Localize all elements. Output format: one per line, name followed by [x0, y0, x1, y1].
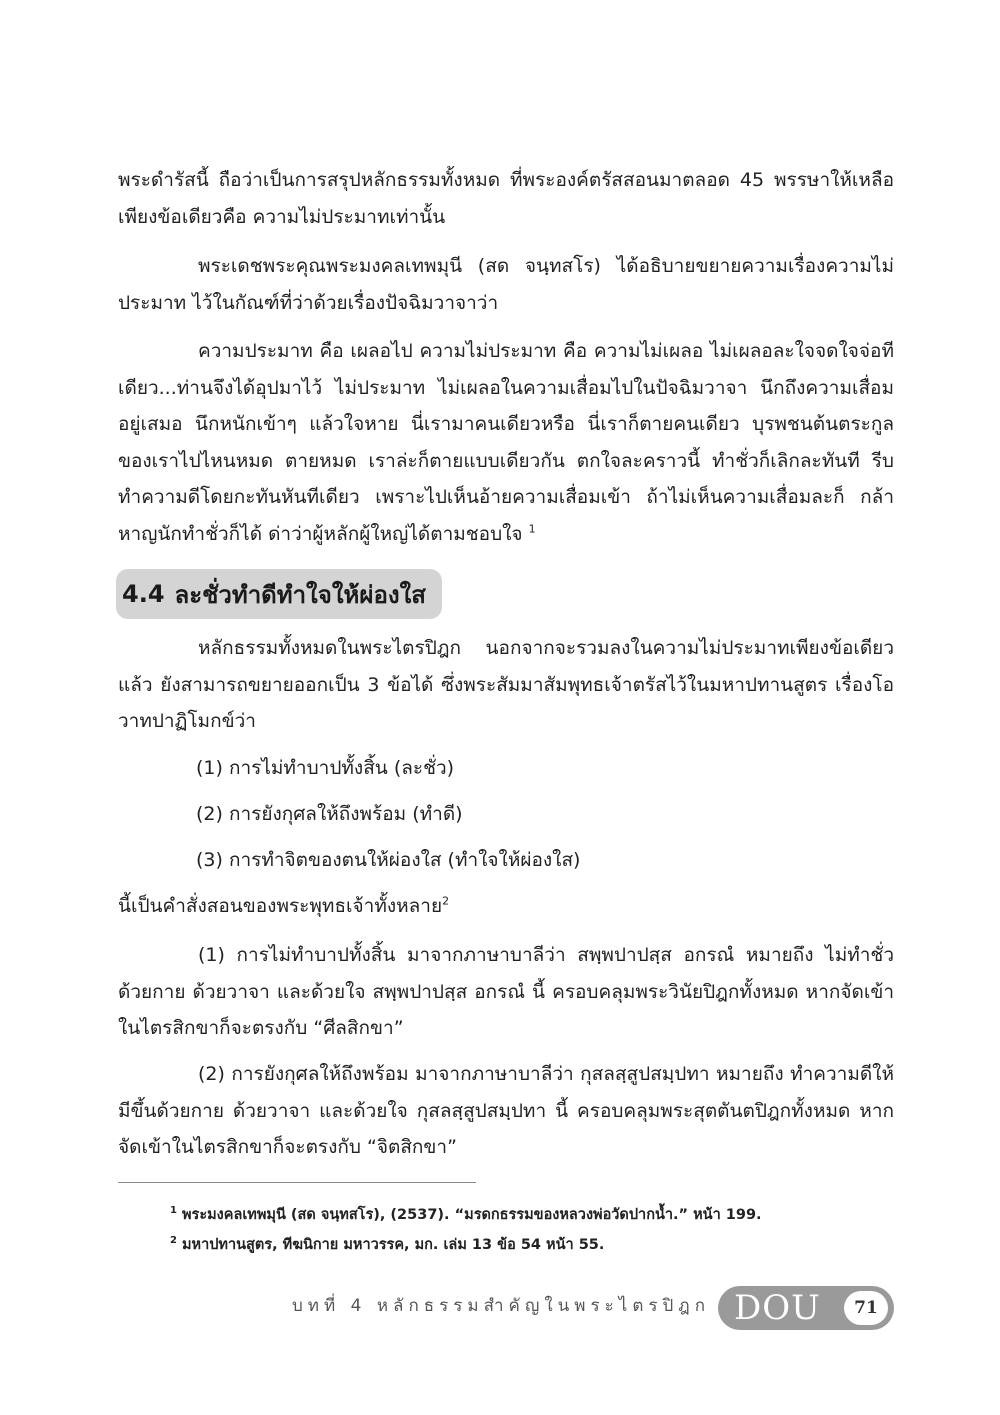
paragraph-2: พระเดชพระคุณพระมงคลเทพมุนี (สด จนฺทสโร) ได้อธิบายขยายความเรื่องความไม่ประมาท ไว้ในกัณฑ์ที่ว่าด้วยเรื่องปัจฉิมวาจาว่า: [118, 255, 894, 314]
footnote-1: $^1$ พระมงคลเทพมุนี (สด จนฺทสโร), (2537). “มรดกธรรมของหลวงพ่อวัดปากน้ำ.” หน้า 199.: [170, 1205, 762, 1223]
list-item-3: (3) การทำจิตของตนให้ผ่องใส (ทำใจให้ผ่องใส): [196, 849, 581, 871]
footnote-ref-1: 1: [528, 522, 536, 536]
section-heading: [116, 569, 442, 619]
page-badge: [718, 1286, 894, 1330]
paragraph-3: ความประมาท คือ เผลอไป ความไม่ประมาท คือ ความไม่เผลอ ไม่เผลอละใจจดใจจ่อทีเดียว...ท่านจึงได้อุปมาไว้ ไม่ประมาท ไม่เผลอในความเสื่อมไปในปัจฉิมวาจา นึกถึงความเสื่อมอยู่เสมอ นึกหนักเข้าๆ แล้วใจหาย นี่เรามาคนเดียวหรือ นี่เราก็ตายคนเดียว บุรพชนต้นตระกูลของเราไปไหนหมด ตายหมด เราล่ะก็ตายแบบเดียวกัน ตกใจละคราวนี้ ทำชั่วก็เลิกละทันที รีบทำความดีโดยกะทันหันทีเดียว เพราะไปเห็นอ้ายความเสื่อมเข้า ถ้าไม่เห็นความเสื่อมละก็ กล้าหาญนักทำชั่วก็ได้ ด่าว่าผู้หลักผู้ใหญ่ได้ตามชอบใจ $^1$: [118, 340, 894, 545]
running-title: บทที่ 4 หลักธรรมสำคัญในพระไตรปิฎก: [292, 1296, 710, 1316]
explanation-1: (1) การไม่ทำบาปทั้งสิ้น มาจากภาษาบาลีว่า สพฺพปาปสฺส อกรณํ หมายถึง ไม่ทำชั่วด้วยกาย ด้วยวาจา และด้วยใจ สพฺพปาปสฺส อกรณํ นี้ ครอบคลุมพระวินัยปิฎกทั้งหมด หากจัดเข้าในไตรสิกขาก็จะตรงกับ “ศีลสิกขา”: [118, 944, 894, 1039]
paragraph-1: พระดำรัสนี้ ถือว่าเป็นการสรุปหลักธรรมทั้งหมด ที่พระองค์ตรัสสอนมาตลอด 45 พรรษาให้เหลือเพียงข้อเดียวคือ ความไม่ประมาทเท่านั้น: [118, 169, 894, 228]
footnote-divider: [118, 1182, 476, 1183]
closing-line: นี้เป็นคำสั่งสอนของพระพุทธเจ้าทั้งหลาย$^2$: [118, 894, 450, 917]
list-item-1: (1) การไม่ทำบาปทั้งสิ้น (ละชั่ว): [196, 757, 455, 779]
page-number: 71: [844, 1291, 888, 1325]
explanation-2: (2) การยังกุศลให้ถึงพร้อม มาจากภาษาบาลีว่า กุสลสฺสูปสมฺปทา หมายถึง ทำความดีให้มีขึ้นด้วยกาย ด้วยวาจา และด้วยใจ กุสลสฺสูปสมฺปทา นี้ ครอบคลุมพระสุตตันตปิฎกทั้งหมด หากจัดเข้าในไตรสิกขาก็จะตรงกับ “จิตสิกขา”: [118, 1063, 894, 1158]
section-number: 4.4: [122, 580, 165, 608]
section-title: ละชั่วทำดีทำใจให้ผ่องใส: [174, 580, 426, 609]
list-item-2: (2) การยังกุศลให้ถึงพร้อม (ทำดี): [196, 803, 463, 825]
footnote-2: $^2$ มหาปทานสูตร, ทีฆนิกาย มหาวรรค, มก. เล่ม 13 ข้อ 54 หน้า 55.: [170, 1235, 605, 1253]
section-intro: หลักธรรมทั้งหมดในพระไตรปิฎก นอกจากจะรวมลงในความไม่ประมาทเพียงข้อเดียวแล้ว ยังสามารถขยายออกเป็น 3 ข้อได้ ซึ่งพระสัมมาสัมพุทธเจ้าตรัสไว้ในมหาปทานสูตร เรื่องโอวาทปาฏิโมกข์ว่า: [118, 637, 894, 732]
dou-logo: DOU: [734, 1288, 821, 1328]
footnote-ref-2: 2: [442, 894, 450, 908]
